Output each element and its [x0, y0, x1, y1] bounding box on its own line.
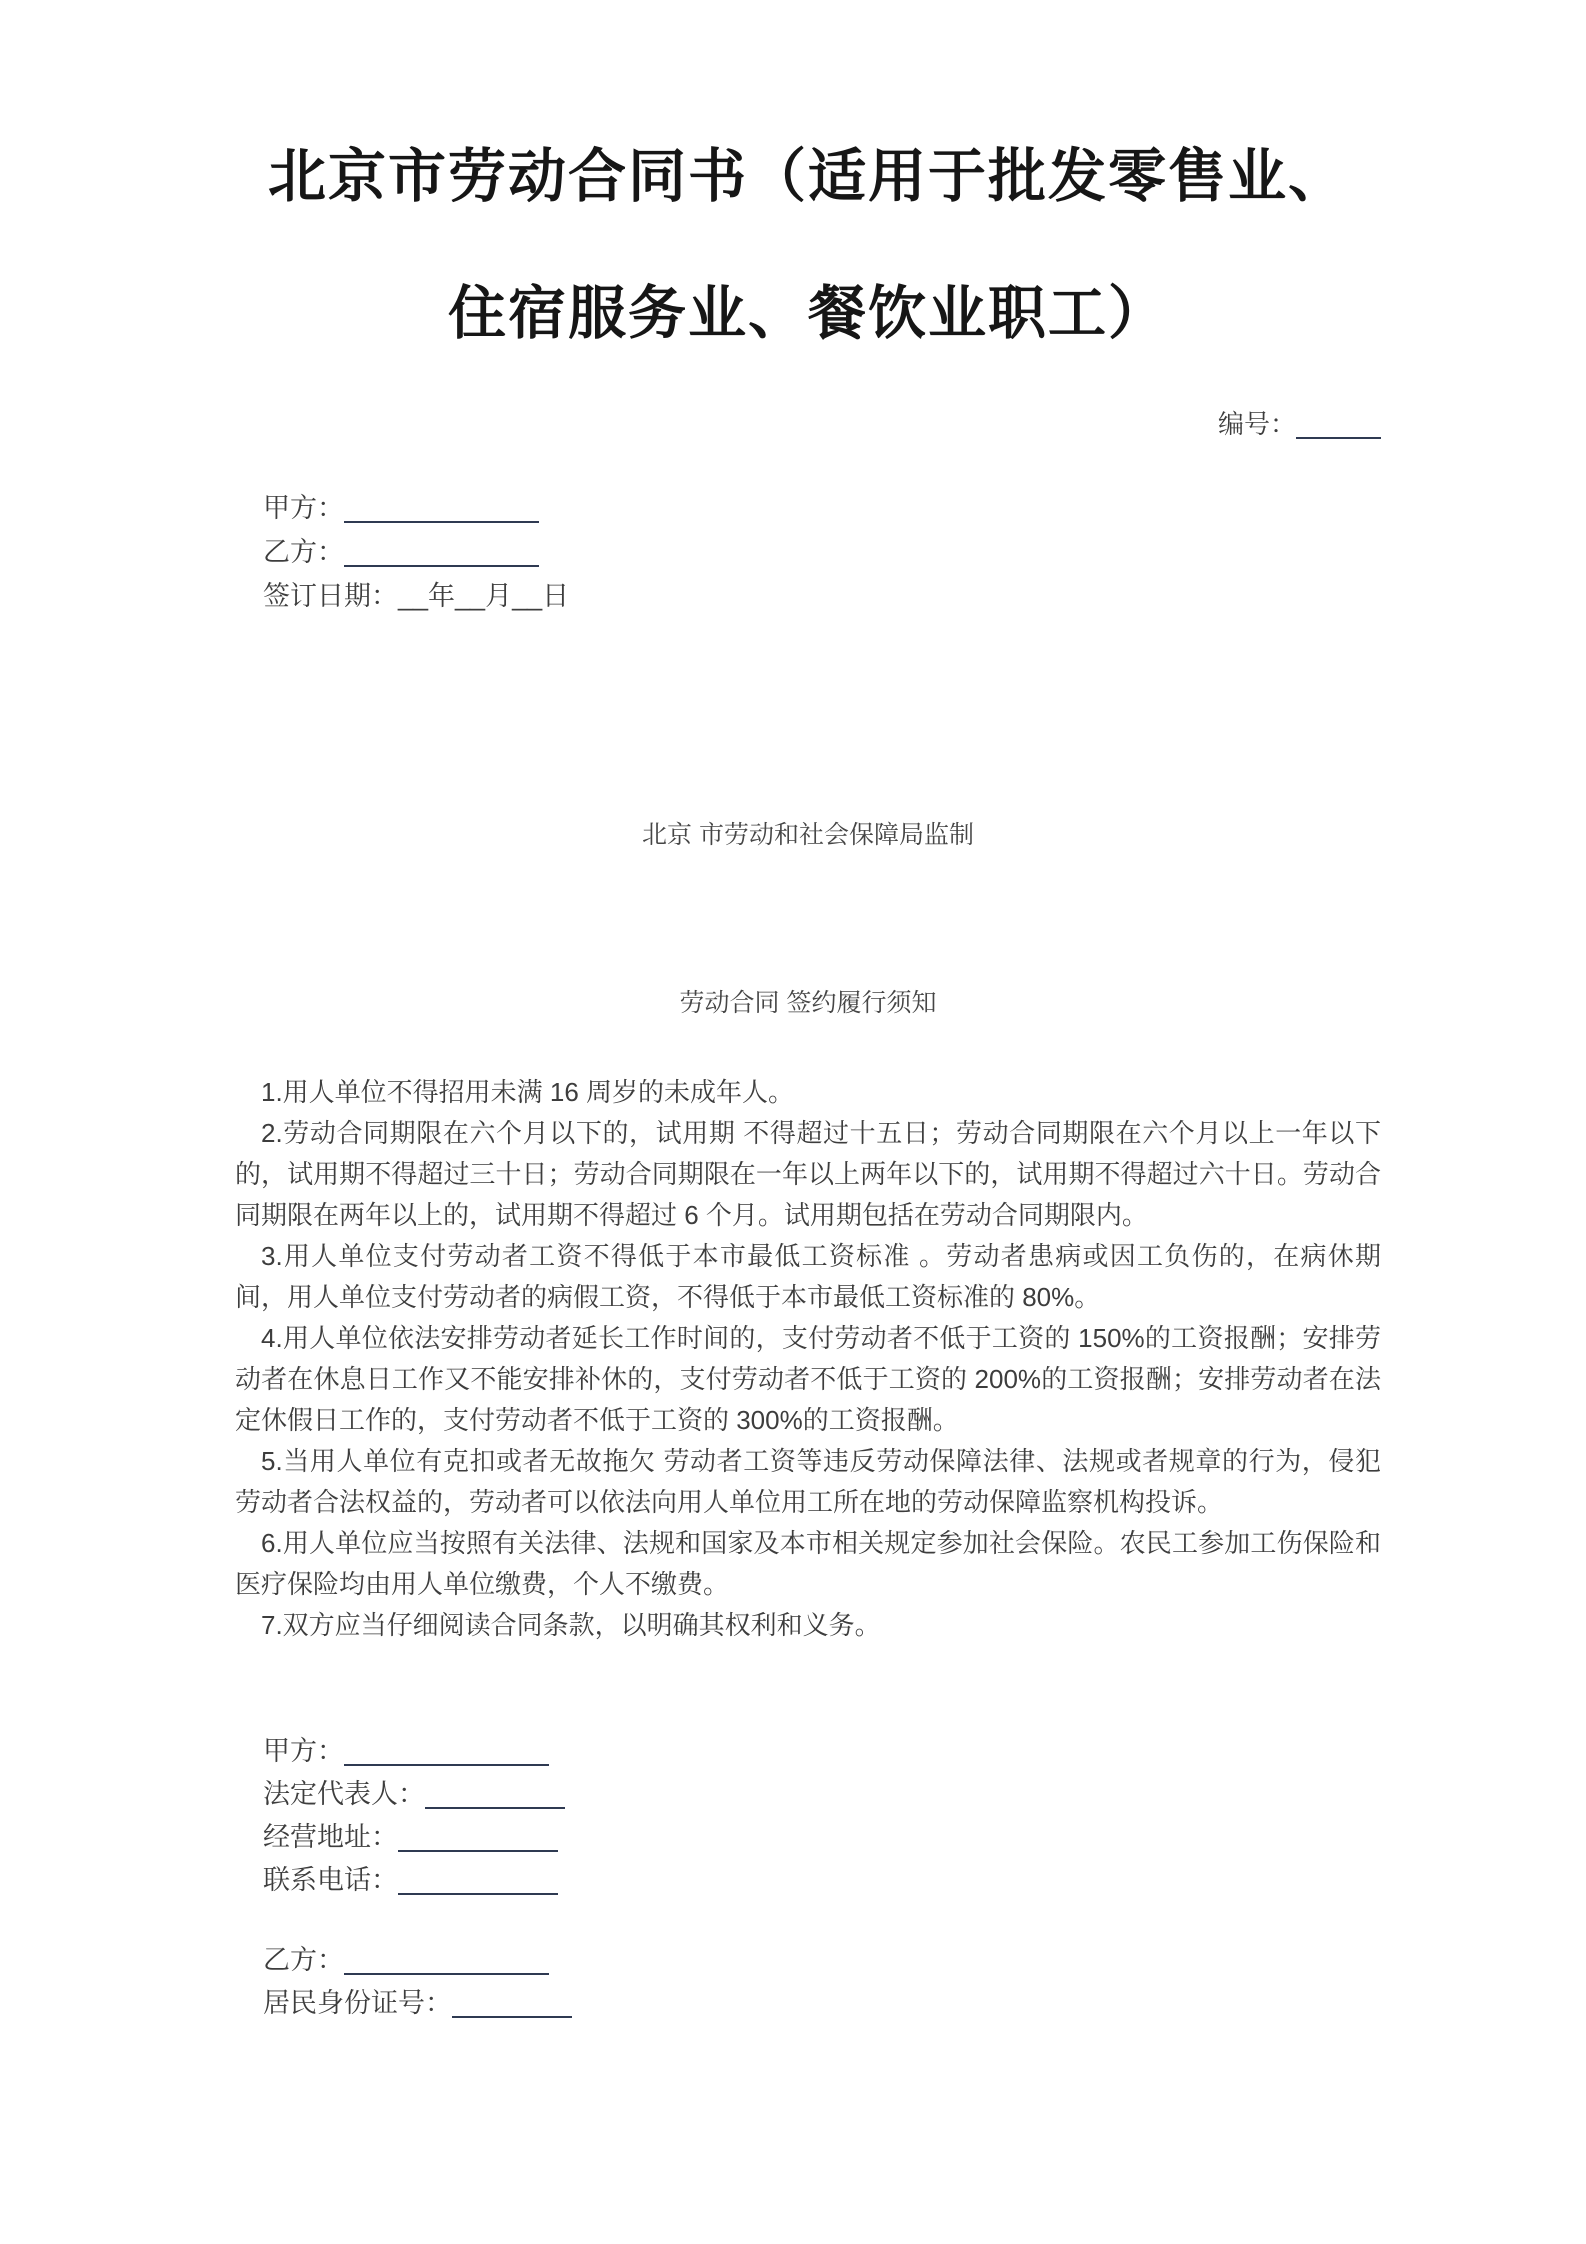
business-address-field: [263, 1816, 1381, 1859]
serial-number-label: 编号：: [1217, 409, 1296, 439]
party-b-name-label: 乙方：: [263, 1945, 344, 1975]
party-b-label: 乙方：: [263, 537, 344, 567]
contact-phone-label: 联系电话：: [263, 1865, 398, 1895]
party-b-field: [263, 530, 1381, 574]
party-a-name-blank: [344, 1738, 549, 1766]
party-a-name-field: [263, 1730, 1381, 1773]
notice-paragraphs: [235, 1072, 1381, 1646]
notice-paragraph-2: 2.劳动合同期限在六个月以下的，试用期 不得超过十五日；劳动合同期限在六个月以上一年以下的，试用期不得超过三十日；劳动合同期限在一年以上两年以下的，试用期不得超过六十日。劳动合同期限在两年以上的，试用期不得超过 6 个月。试用期包括在劳动合同期限内。: [235, 1118, 1381, 1230]
document-title-line-1: 北京市劳动合同书（适用于批发零售业、: [267, 144, 1348, 209]
legal-representative-label: 法定代表人：: [263, 1779, 425, 1809]
party-a-field: [263, 486, 1381, 530]
notice-heading: 劳动合同 签约履行须知: [679, 989, 937, 1017]
party-b-name-blank: [344, 1947, 549, 1975]
cover-fields: [263, 486, 1381, 618]
notice-paragraph-6: 6.用人单位应当按照有关法律、法规和国家及本市相关规定参加社会保险。农民工参加工伤保险和医疗保险均由用人单位缴费，个人不缴费。: [235, 1528, 1381, 1599]
legal-representative-blank: [425, 1781, 565, 1809]
party-b-blank: [344, 539, 539, 567]
party-a-blank: [344, 495, 539, 523]
resident-id-field: [263, 1982, 1381, 2025]
contact-phone-field: [263, 1859, 1381, 1902]
party-b-name-field: [263, 1939, 1381, 1982]
sign-date-label: 签订日期：: [263, 581, 398, 611]
business-address-blank: [398, 1824, 558, 1852]
legal-representative-field: [263, 1773, 1381, 1816]
sign-date-value: __年__月__日: [398, 581, 570, 611]
business-address-label: 经营地址：: [263, 1822, 398, 1852]
notice-paragraph-3: 3.用人单位支付劳动者工资不得低于本市最低工资标准 。劳动者患病或因工负伤的，在病休期间，用人单位支付劳动者的病假工资，不得低于本市最低工资标准的 80%。: [235, 1241, 1381, 1312]
serial-number-row: [235, 404, 1381, 444]
notice-paragraph-1: 1.用人单位不得招用未满 16 周岁的未成年人。: [261, 1077, 795, 1107]
party-a-label: 甲方：: [263, 493, 344, 523]
document-title: [235, 108, 1381, 382]
notice-paragraph-4: 4.用人单位依法安排劳动者延长工作时间的，支付劳动者不低于工资的 150%的工资报酬；安排劳动者在休息日工作又不能安排补休的，支付劳动者不低于工资的 200%的工资报酬；安排劳动者在法定休假日工作的，支付劳动者不低于工资的 300%的工资报酬。: [235, 1323, 1381, 1435]
contact-phone-blank: [398, 1867, 558, 1895]
resident-id-blank: [452, 1990, 572, 2018]
party-b-info-block: [263, 1939, 1381, 2025]
party-a-info-block: [263, 1730, 1381, 1902]
notice-paragraph-5: 5.当用人单位有克扣或者无故拖欠 劳动者工资等违反劳动保障法律、法规或者规章的行为，侵犯劳动者合法权益的，劳动者可以依法向用人单位用工所在地的劳动保障监察机构投诉。: [235, 1446, 1381, 1517]
party-a-name-label: 甲方：: [263, 1736, 344, 1766]
serial-number-blank: [1296, 411, 1381, 439]
document-title-line-2: 住宿服务业、餐饮业职工）: [447, 281, 1168, 346]
supervision-line: 北京 市劳动和社会保障局监制: [642, 821, 974, 849]
sign-date-field: [263, 574, 1381, 618]
resident-id-label: 居民身份证号：: [263, 1988, 452, 2018]
notice-paragraph-7: 7.双方应当仔细阅读合同条款，以明确其权利和义务。: [261, 1610, 881, 1640]
